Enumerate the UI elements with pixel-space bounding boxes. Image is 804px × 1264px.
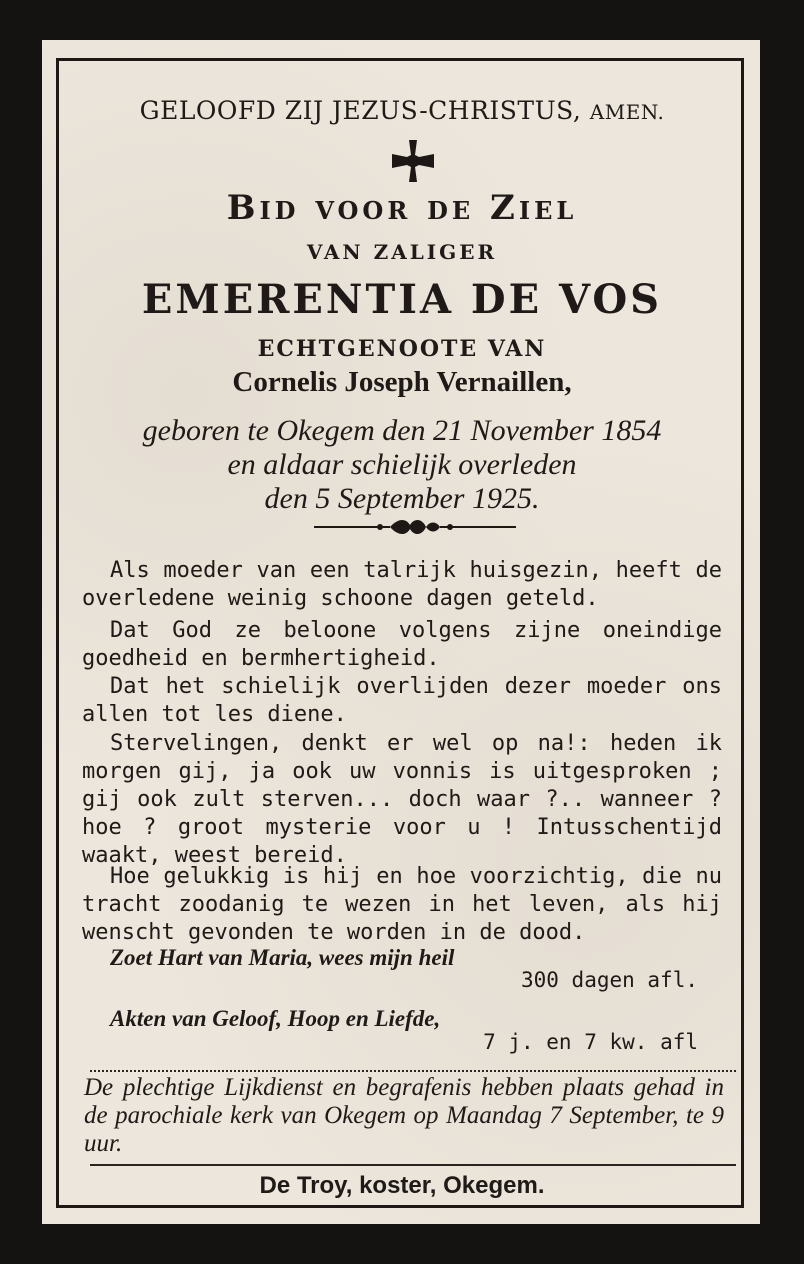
ornament-divider xyxy=(310,516,520,538)
husband-name: Cornelis Joseph Vernaillen, xyxy=(232,366,572,398)
paragraph-1: Als moeder van een talrijk huisgezin, heeft de overledene weinig schoone dagen geteld. xyxy=(82,558,722,611)
deceased-name: EMERENTIA DE VOS xyxy=(141,276,663,323)
solid-divider xyxy=(90,1164,736,1166)
header-line: GELOOFD ZIJ JEZUS-CHRISTUS, xyxy=(139,96,582,125)
death-line: en aldaar schielijk overleden xyxy=(227,448,577,481)
paragraph-3: Dat het schielijk overlijden dezer moeder ons allen tot les diene. xyxy=(82,674,722,727)
funeral-notice: De plechtige Lijkdienst en begrafenis hebben plaats gehad in de parochiale kerk van Okegem op Maandag 7 September, te 9 uur. xyxy=(84,1074,724,1157)
van-zaliger: VAN ZALIGER xyxy=(306,240,498,264)
paragraph-4: Stervelingen, denkt er wel op na!: heden ik morgen gij, ja ook uw vonnis is uitgesproken ; gij ook zult sterven... doch waar ?.. wanneer ? hoe ? groot mysterie voor u ! Intusschentijd waakt, weest bereid. xyxy=(82,731,722,868)
dotted-divider xyxy=(90,1070,736,1072)
prayer-1: Zoet Hart van Maria, wees mijn heil xyxy=(110,945,455,970)
paragraph-5: Hoe gelukkig is hij en hoe voorzichtig, die nu tracht zoodanig te wezen in het leven, als hij wenscht gevonden te worden in de dood. xyxy=(82,864,722,945)
cross-icon xyxy=(390,138,436,184)
printer-footer: De Troy, koster, Okegem. xyxy=(259,1172,545,1199)
echtgenoote-label: ECHTGENOOTE VAN xyxy=(257,336,547,362)
header-amen: AMEN. xyxy=(589,100,665,124)
header-text xyxy=(0,96,804,125)
indulgence-1: 300 dagen afl. xyxy=(520,968,698,992)
bid-heading: Bid voor de Ziel xyxy=(226,188,578,228)
prayer-2: Akten van Geloof, Hoop en Liefde, xyxy=(110,1006,441,1031)
death-date: den 5 September 1925. xyxy=(264,482,540,515)
paragraph-2: Dat God ze beloone volgens zijne oneindige goedheid en bermhertigheid. xyxy=(82,618,722,671)
birth-line: geboren te Okegem den 21 November 1854 xyxy=(142,414,662,447)
indulgence-2: 7 j. en 7 kw. afl xyxy=(483,1030,698,1054)
